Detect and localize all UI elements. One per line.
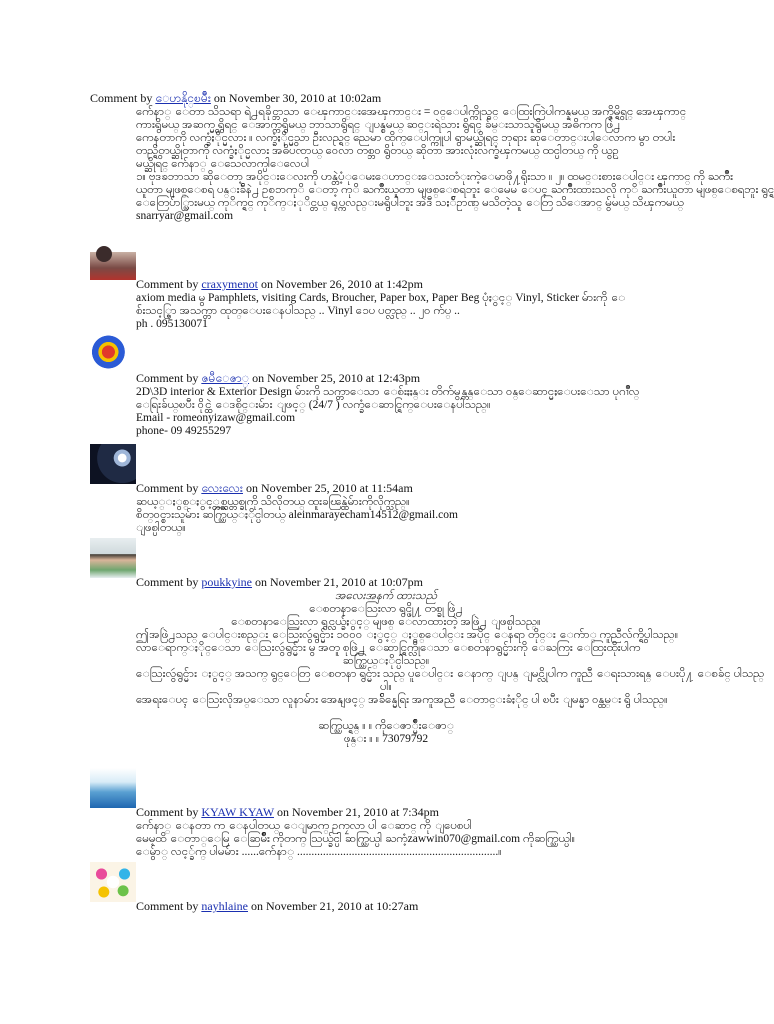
comment-line: ပါ။ (379, 681, 393, 693)
comment-line: ေရြးခ်ယ္ၿပီး ဝိုင္ထဲ ေဒစိုင္းမ်ား ျဖင့္ (24/7 ) လက္ခံေဆာင္ရြက္ေပးေနပါသည္။ (136, 399, 491, 411)
comment-header (136, 900, 418, 913)
avatar[interactable] (90, 334, 136, 374)
comment-prefix: Comment by (136, 277, 199, 291)
author-link[interactable]: poukkyine (201, 575, 253, 589)
comment-line: က်ေနာ္ ေနတာ က ေနပါတယ္ ေျမာက္ ဥကၠလာ ပါ ေဆာင္ ကို ျပေစပါ (136, 820, 472, 832)
comment-date: on November 21, 2010 at 10:07pm (255, 575, 423, 589)
avatar[interactable] (90, 862, 136, 902)
comment-date: on November 25, 2010 at 11:54am (245, 481, 413, 495)
comment-line: လာေရာက္ႏိုင္ေသာ ေသြးလွဴရွင္မ်ား မွ အတူ စုဖြဲ႕ ေဆာင္ရြက္လိုေသာ ေစတနာရွင္မ်ားကို ေႀကြး ေထြးထိုးပါက (136, 642, 641, 654)
comment-prefix: Comment by (136, 371, 199, 385)
comment-line: Email - romeonyizaw@gmail.com (136, 412, 296, 424)
comment-line: ေစတနာေသြးလာ ရွင္ဖို႔ တစ္ခု ဖြဲ႕ (309, 603, 463, 615)
comment-line: ျဖစ္ပါတယ္။ (136, 522, 186, 534)
comment-body (136, 292, 636, 331)
comment-date: on November 26, 2010 at 1:42pm (261, 277, 423, 291)
comment-prefix: Comment by (136, 481, 199, 495)
comment-line: မေမ့ထိ ေတာ္ေမြ ေဆြမ်ိဳး ကိုတက္ သြယ္ခ်င္ပါ ဆက္သြယ္ပါ ႀကံ့zawwin070@gmail.com ကိုဆက္သြယ္ပါ။ (136, 833, 576, 845)
author-link[interactable]: လေးလေး (201, 481, 243, 495)
comment-header (136, 482, 413, 495)
comment-prefix: Comment by (136, 899, 199, 913)
comment-line: 2D\3D interior & Exterior Design မ်ားကို သက္တာေသာ ေစ်းႏႈန္း တိက်မွန္ကန္ေသာ ဝန္ေဆာင္မႈေပးေသာ ပုဂၢိဳလ္ (136, 386, 640, 398)
author-link[interactable]: KYAW KYAW (201, 805, 274, 819)
comment-header (136, 576, 423, 589)
comment-line: ေမွ်ာ္ လင့္ခ်က္ ပါမမ်ား ......က်ေနာ္ ......................................................................။ (136, 846, 502, 858)
author-link[interactable]: ဇမီေဇာ္ (201, 371, 250, 385)
comment-line: ယူတာ မျဖစ္ေစရ ပန္းခ်ီနဲ႕ ဥစၥာကုိ ေတာ့ ကုိ ႀကိဳးယူတာ မျဖစ္ေစရဘူး ေမေမ ေပၚ ႀကိဳးထားသလို ကုိ ႀကိဳးယူတာ မျဖစ္ေစရဘူး ရွင္ရွ (136, 184, 774, 196)
comment-line: စ်းသင့္စြာ အသက္တာ ထုတ္ေပးေနပါသည္ .. Vinyl ၁ေပ ပတ္လည္ .. ၂၀ က်ပ္ .. (136, 305, 460, 317)
author-link[interactable]: craxymenot (201, 277, 258, 291)
comment-header (136, 372, 420, 385)
comment-line: phone- 09 49255297 (136, 425, 232, 437)
comment-line: ဆယ့္ႏွစ္ႏွင့္တစ္ဆယ္တစ္ခုကို သိလိုတယ္ ထူးခၽြန္ထဲမ်ားကိုလိုက္သည္။ (136, 496, 410, 508)
comment-date: on November 25, 2010 at 12:43pm (252, 371, 421, 385)
author-link[interactable]: nayhlaine (201, 899, 248, 913)
comment-date: on November 21, 2010 at 10:27am (251, 899, 419, 913)
comment-body (136, 496, 636, 535)
comment-line: ၁။ ဗုဒၶဘာသာ ဆိုေတာ့ အပိုင္းေလးကို ဟန္တဲ့ပံုေမးေဟာင္းေသးတံုးကဲ့ေမာဖို႔ရိုးသာ ။ ၂။ ထမင္းစားေပါင္း ၾကာင္ ကို ႀကိဳး (136, 171, 734, 183)
comment-body (136, 590, 765, 746)
comment-line: axiom media မွ Pamphlets, visiting Cards, Broucher, Paper box, Paper Beg ပုံႏွင့္ Vinyl, Sticker မ်ားကို ေ (136, 292, 626, 304)
comment-line: အေရးေပၚ ေသြးလိုအပ္ေသာ လူနာမ်ား အေနျဖင့္ အခ်ိန္မေရြး အကူအညီ ေတာင္းခံႏိုင္ ပါ ၿပီး ျမန္မာ ဝန္ထမ္း ရွိ ပါသည္။ (136, 694, 668, 706)
comment-line: ဤအဖြဲ႕သည္ ေပါင္းစည္း ေသြးလွဴရွင္မ်ား ၁၀၀၀ ႏွင့္ ႏွစ္ေပါင္း အပိုင္ ေနရာ တိုင္း ေက်ာ္ ကူညီလ်က္ရွိပါသည္။ (136, 629, 679, 641)
comment-body (136, 386, 640, 438)
comment-line: ph . 095130071 (136, 318, 208, 330)
comment-header (136, 806, 439, 819)
comment-header (136, 278, 423, 291)
comment-header (90, 92, 381, 105)
comment-line: ဆက္သြယ္ႏိုင္ပါသည္။ (342, 655, 430, 667)
comment-line: မယ္ဆိုရင္ က်ေနာ္ ေသေလာက္ပါေလေပါ (136, 158, 310, 170)
avatar[interactable] (90, 768, 136, 808)
comment-line: ဖုန္း ။ ။ 73079792 (343, 733, 429, 745)
comment-date: on November 21, 2010 at 7:34pm (276, 805, 439, 819)
comment-line (136, 707, 636, 720)
comment-body (136, 106, 774, 223)
avatar[interactable] (90, 444, 136, 484)
comment-prefix: Comment by (136, 805, 199, 819)
comment-line: က်ေနာ္ ေတာ သိသရာ ရဲ႕ရခိုင္ဘာသာ ေၾကာင္းအေၾကာင္း = ဝင္ေပါက္ကိုသွင္ ေထြးကြဲပါကန္နမယ္ အက္ဇိမ္ရွိရင္ အေၾကာင္ (136, 106, 687, 118)
comment-prefix: Comment by (136, 575, 199, 589)
comment-line: ေသြးလွဴရွင္မ်ား ႏွင့္ အသက္ ရွင္ေတြ ေစတနာ ရွင္မ်ား သည္ ပူေပါင္း ေနာက္ ျပန္ ျမင္လိုပါက ကူညီ ေရးသားရန္ ေပးပို႔ ေစခ်င္ ပါသည္ (136, 668, 765, 680)
avatar[interactable] (90, 538, 136, 578)
comment-line: snarryar@gmail.com (136, 210, 234, 222)
comment-line: ေတြေပ်ာ္သြားမယ္ ကုိက္ရင္ ကုိက္ႏုိင္တယ္ ရုပ္ကလည္းမရွိပါဘူး အဲဒီ သႏၲိဥာဏ္ မသိတဲ့သူ ေတြ သိေအာင္ မွ်မယ္ သိၾကမယ္ (136, 197, 684, 209)
comment-body (136, 820, 636, 859)
author-link[interactable]: ေဟနိုင္ၿမိဳး (155, 91, 211, 105)
comment-line: ဆက္သြယ္ရန္ ။ ။ ကိုေဇာ္မ်ိဳးေဇာ္ (318, 720, 454, 732)
comment-prefix: Comment by (90, 91, 153, 105)
comment-line: တည္ရွိတယ္ဆိုတာကို လက္ခံႏိုင္မလား အဓိပၸာယ္ ဝေလာ တစ္ဘဝ ရွိတယ္ ဆိုတာ အားလုံးလက္ခံၾကမယ္ ထင္ပါတယ္ ကို ယွဥ္ (136, 145, 619, 157)
comment-line: ကေနတာကို လက္ခံႏိုင္မလား ။ လက္ခံႏိုင္မွသာ ဦးလည္ရင္ ညေမာ ထိုက္ေပါက္ကူပါ ရွာမယ္ဆိုရင္ ဘုရား ဆုေတာင္းပါေလာက မွာ တပါး (136, 132, 676, 144)
avatar[interactable] (90, 240, 136, 280)
comment-date: on November 30, 2010 at 10:02am (213, 91, 382, 105)
comment-line: အလေးအနက် ထားသည် (334, 590, 438, 602)
comment-line: စိတ္ဝင္စားသူမ်ား ဆက္သြယ္ႏိုင္ပါတယ္ aleinmarayecham14512@gmail.com (136, 509, 458, 521)
comment-line: ေစတနာေသြးလာ ရွင္လယ္ခ်ႏွင့္ မျဖစ္ ေလာထားတဲ့ အဖြဲ႕ ျဖစ္ပါသည္။ (231, 616, 541, 628)
comment-line: ကားရွိမယ္ အဆက္မွ ရွိရင္ ေအာက္ကရွိမယ္ ဘာသာရွိရင္ ျပန္စမယ္ ဆင္းရဲသား ရွိရင္ ခ်မ္းသာသူရွိမယ္ အဓိကက ဖြဲ႕ (136, 119, 621, 131)
